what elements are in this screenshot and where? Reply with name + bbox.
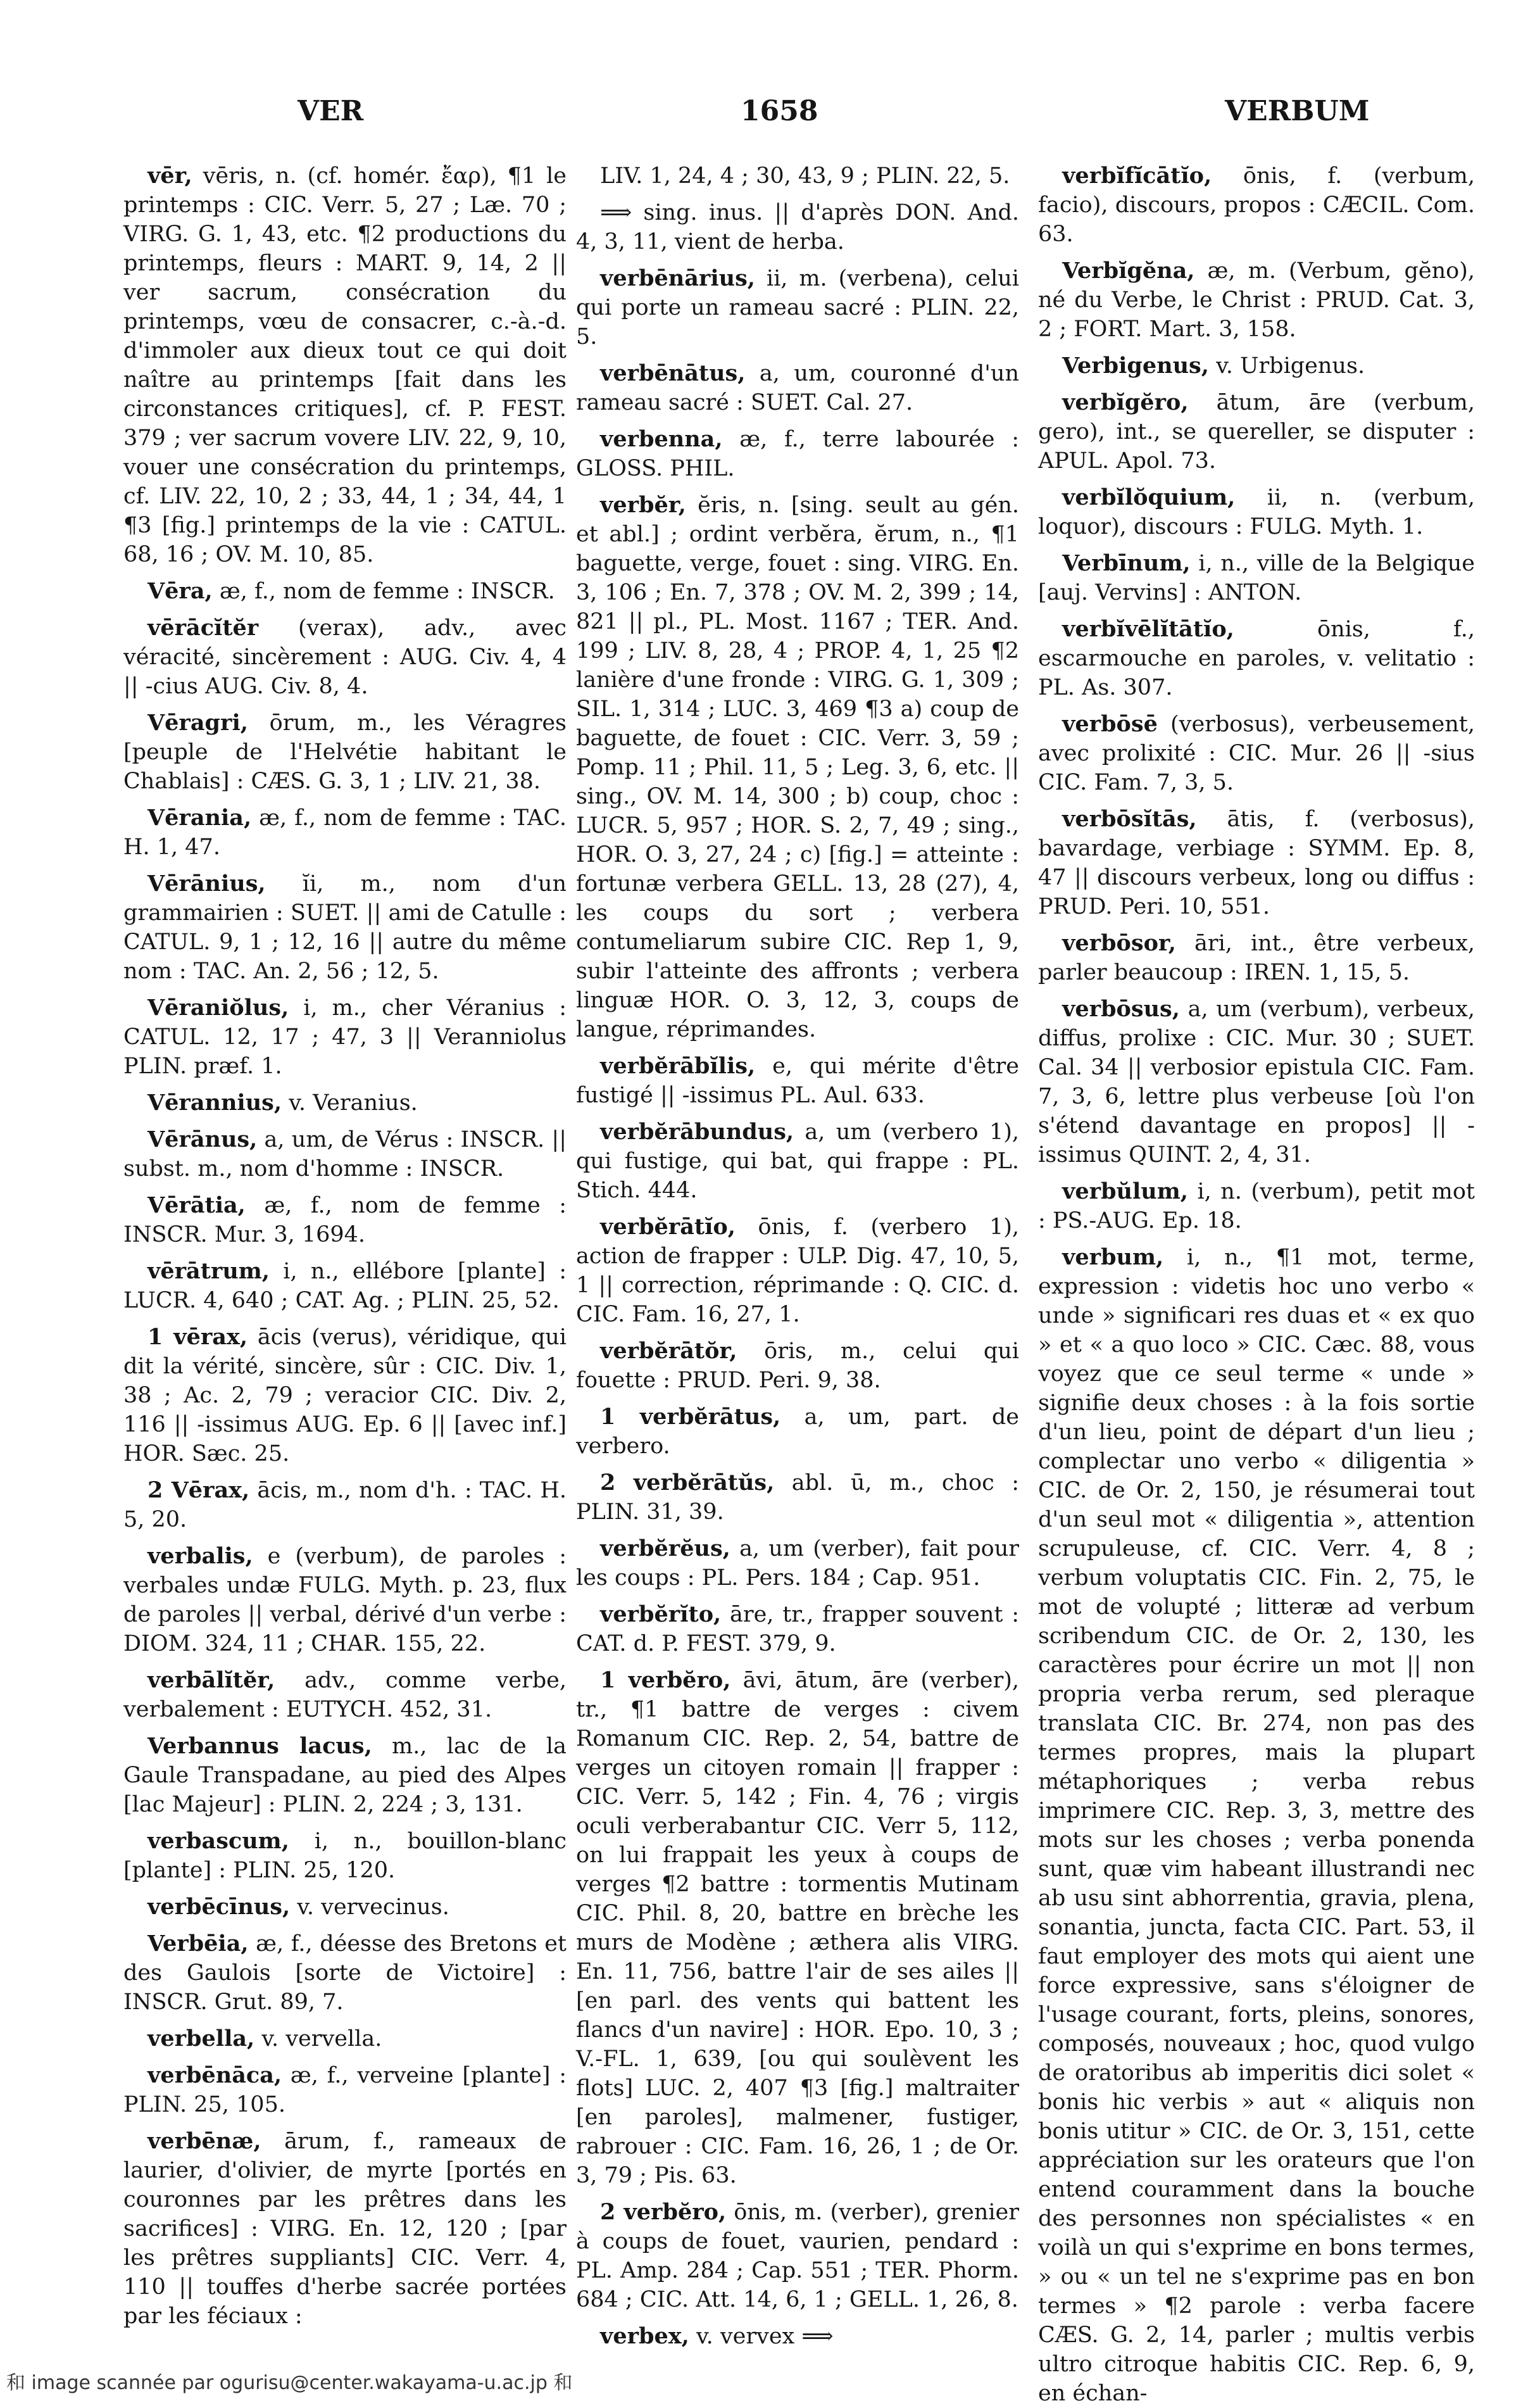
dictionary-entry [1038,995,1475,1169]
entry-definition: æ, f., nom de femme : TAC. H. 1, 47. [123,805,567,860]
dictionary-entry [123,1125,567,1183]
dictionary-entry [576,1403,1019,1461]
dictionary-entry [576,359,1019,417]
dictionary-entry [123,1191,567,1249]
dictionary-entry [1038,256,1475,344]
entry-definition: ātis, f. (verbosus), bavardage, verbiage : SYMM. Ep. 8, 47 || discours verbeux, long ou diffus : PRUD. Peri. 10, 551. [1038,807,1475,919]
entry-headword: verbēcīnus, [147,1894,291,1920]
entry-headword: verbēnārius, [600,265,755,291]
entry-definition: i, n., ellébore [plante] : LUCR. 4, 640 ; CAT. Ag. ; PLIN. 25, 52. [123,1259,567,1313]
entry-definition: ōrum, m., les Véragres [peuple de l'Helvétie habitant le Chablais] : CÆS. G. 3, 1 ; LIV. 21, 38. [123,710,567,794]
dictionary-entry [1038,161,1475,249]
entry-definition: v. vervecinus. [290,1894,449,1920]
entry-headword: Vēra, [147,578,213,604]
entry-headword: verbĭlŏquium, [1062,484,1236,510]
entry-headword: verbōsus, [1062,996,1180,1022]
dictionary-entry [576,1600,1019,1658]
entry-definition: ōnis, m. (verber), grenier à coups de fouet, vaurien, pendard : PL. Amp. 284 ; Cap. 551 ; TER. Phorm. 684 ; CIC. Att. 14, 6, 1 ; GELL. 1, 26, 8. [576,2200,1019,2312]
page-header [0,95,1535,139]
entry-definition: i, n., ¶1 mot, terme, expression : videtis hoc uno verbo « unde » significari res duas et « ex quo » et « a quo loco » CIC. Cæc. 88, vous voyez que ce seul terme « unde » signifie deux choses : à la fois sortie d'un lieu, point de départ d'un lieu ; complectar uno verbo « diligentia » CIC. de Or. 2, 150, je résumerai tout d'un seul mot « diligentia », attention scrupuleuse, cf. CIC. Verr. 4, 8 ; verbum voluptatis CIC. Fin. 2, 75, le mot de volupté ; litteræ ad verbum scribendum CIC. de Or. 2, 130, les caractères pour écrire un mot || non propria verba rerum, sed pleraque translata CIC. Br. 274, non pas des termes propres, mais la plupart métaphoriques ; verba rebus imprimere CIC. Rep. 3, 3, mettre des mots sur les choses ; verba ponenda sunt, quæ vim habeant illustrandi nec ab usu sint abhorrentia, gravia, plena, sonantia, juncta, facta CIC. Part. 53, il faut employer des mots qui aient une force expressive, sans s'éloigner de l'usage courant, forts, pleins, sonores, composés, nouveaux ; hoc, quod vulgo de oratoribus ab imperitis dici solet « bonis hic verbis » aut « aliquis non bonis utitur » CIC. de Or. 3, 151, cette appréciation sur les orateurs que l'on entend couramment dans la bouche des personnes non spécialistes « en voilà un qui s'exprime en bons termes, » ou « un tel ne s'exprime pas en bon termes » ¶2 parole : verba facere CÆS. G. 2, 14, parler ; multis verbis ultro citroque habitis CIC. Rep. 6, 9, en échan- [1038,1245,1475,2406]
entry-definition: ācis, m., nom d'h. : TAC. H. 5, 20. [123,1478,567,1532]
entry-headword: verbālĭtĕr, [147,1667,275,1693]
entry-definition: e (verbum), de paroles : verbales undæ FULG. Myth. p. 23, flux de paroles || verbal, dérivé d'un verbe : DIOM. 324, 11 ; CHAR. 155, 22. [123,1544,567,1656]
page-number: 1658 [741,95,818,127]
entry-headword: verbĕrĕus, [600,1535,730,1561]
entry-headword: Vērānius, [147,871,266,897]
entry-definition: a, um, couronné d'un rameau sacré : SUET. Cal. 27. [576,361,1019,415]
entry-headword: verbĕrātŏr, [600,1338,737,1364]
dictionary-entry [576,1468,1019,1527]
entry-headword: verbĕrĭto, [600,1601,722,1627]
entry-headword: verbella, [147,2026,255,2052]
entry-headword: 1 verbĕrātus, [600,1404,781,1430]
dictionary-entry [123,1088,567,1118]
dictionary-entry [123,577,567,606]
entry-definition: ōnis, f. (verbum, facio), discours, propos : CÆCIL. Com. 63. [1038,163,1475,247]
dictionary-entry [576,198,1019,256]
entry-definition: v. vervella. [254,2026,382,2052]
entry-headword: verbĕrātĭo, [600,1214,736,1240]
entry-definition: LIV. 1, 24, 4 ; 30, 43, 9 ; PLIN. 22, 5. [600,163,1010,189]
entry-definition: æ, f., nom de femme : INSCR. [212,579,555,604]
column-3 [1038,161,1475,2406]
entry-headword: verbēnātus, [600,360,746,386]
entry-headword: Verbannus lacus, [147,1733,372,1759]
entry-headword: verbōsĭtās, [1062,806,1197,832]
dictionary-entry [1038,615,1475,702]
dictionary-entry [123,2061,567,2119]
entry-definition: ātum, āre (verbum, gero), int., se quereller, se disputer : APUL. Apol. 73. [1038,390,1475,474]
dictionary-entry [1038,1177,1475,1235]
dictionary-entry [123,1827,567,1885]
dictionary-entry [123,709,567,796]
dictionary-entry [123,1542,567,1658]
entry-definition: e, qui mérite d'être fustigé || -issimus PL. Aul. 633. [576,1054,1019,1108]
scan-credit-footer: 和 image scannée par ogurisu@center.wakayama-u.ac.jp 和 [6,2372,573,2394]
dictionary-entry [123,993,567,1081]
dictionary-entry [576,1666,1019,2190]
column-1 [123,161,567,2340]
dictionary-entry [1038,805,1475,921]
entry-definition: v. vervex ⟹ [689,2324,834,2349]
entry-headword: verbĭgĕro, [1062,389,1189,415]
entry-headword: 2 verbĕro, [600,2199,727,2225]
dictionary-entry [1038,929,1475,987]
entry-headword: verbēnāca, [147,2062,282,2088]
dictionary-entry [123,869,567,986]
entry-headword: Vērātia, [147,1192,246,1218]
entry-headword: verbēnæ, [147,2128,261,2154]
entry-definition: i, n., ville de la Belgique [auj. Vervins] : ANTON. [1038,551,1475,605]
entry-definition: v. Veranius. [282,1090,418,1116]
entry-definition: adv., comme verbe, verbalement : EUTYCH. 452, 31. [123,1668,567,1722]
dictionary-entry [576,161,1019,191]
dictionary-entry [576,1052,1019,1110]
entry-definition: i, n. (verbum), petit mot : PS.-AUG. Ep. 18. [1038,1179,1475,1233]
entry-definition: āri, int., être verbeux, parler beaucoup : IREN. 1, 15, 5. [1038,931,1475,985]
entry-headword: Vērania, [147,805,252,831]
dictionary-entry [1038,1243,1475,2408]
entry-definition: abl. ū, m., choc : PLIN. 31, 39. [576,1470,1019,1525]
entry-headword: Verbĭgĕna, [1062,258,1195,284]
dictionary-entry [576,1534,1019,1592]
column-2 [576,161,1019,2349]
entry-headword: verbex, [600,2323,689,2349]
entry-headword: Verbēia, [147,1931,249,1957]
entry-definition: ācis (verus), véridique, qui dit la vérité, sincère, sûr : CIC. Div. 1, 38 ; Ac. 2, 79 ; veracior CIC. Div. 2, 116 || -issimus AUG. Ep. 6 || [avec inf.] HOR. Sæc. 25. [123,1325,567,1466]
dictionary-entry [123,614,567,701]
dictionary-entry [1038,388,1475,476]
dictionary-entry [123,1732,567,1819]
entry-definition: æ, f., déesse des Bretons et des Gaulois [sorte de Victoire] : INSCR. Grut. 89, 7. [123,1931,567,2015]
entry-definition: āre, tr., frapper souvent : CAT. d. P. FEST. 379, 9. [576,1602,1019,1656]
dictionary-entry [1038,549,1475,607]
entry-headword: verbĕrābundus, [600,1119,794,1145]
entry-definition: æ, f., terre labourée : GLOSS. PHIL. [576,427,1019,481]
entry-definition: æ, f., nom de femme : INSCR. Mur. 3, 1694. [123,1193,567,1247]
entry-headword: verbŭlum, [1062,1178,1188,1204]
entry-headword: verbĕr, [600,492,686,518]
dictionary-entry [576,2198,1019,2314]
entry-definition: vēris, n. (cf. homér. ἔαρ), ¶1 le printemps : CIC. Verr. 5, 27 ; Læ. 70 ; VIRG. G. 1, 43, etc. ¶2 productions du printemps, fleurs : MART. 9, 14, 2 || ver sacrum, consécration du printemps, vœu de consacrer, c.-à.-d. d'immoler aux dieux tout ce qui doit naître au printemps [fait dans les circonstances critiques], cf. P. FEST. 379 ; ver sacrum vovere LIV. 22, 9, 10, vouer une consécration du printemps, cf. LIV. 22, 10, 2 ; 33, 44, 1 ; 34, 44, 1 ¶3 [fig.] printemps de la vie : CATUL. 68, 16 ; OV. M. 10, 85. [123,163,567,567]
entry-headword: vēr, [147,163,192,189]
dictionary-entry [576,491,1019,1044]
entry-definition: ĭi, m., nom d'un grammairien : SUET. || ami de Catulle : CATUL. 9, 1 ; 12, 16 || autre du même nom : TAC. An. 2, 56 ; 12, 5. [123,871,567,984]
entry-definition: a, um, de Vérus : INSCR. || subst. m., nom d'homme : INSCR. [123,1127,567,1182]
entry-definition: a, um (verbum), verbeux, diffus, prolixe : CIC. Mur. 30 ; SUET. Cal. 34 || verbosior epistula CIC. Fam. 7, 3, 6, lettre plus verbeuse [où l'on s'étend davantage en propos] || -issimus QUINT. 2, 4, 31. [1038,997,1475,1168]
entry-headword: verbĭfĭcātĭo, [1062,163,1212,189]
entry-definition: ĕris, n. [sing. seult au gén. et abl.] ; ordint verbĕra, ĕrum, n., ¶1 baguette, verge, fouet : sing. VIRG. En. 3, 106 ; En. 7, 378 ; OV. M. 2, 399 ; 14, 821 || pl., PL. Most. 1167 ; TER. And. 199 ; LIV. 8, 28, 4 ; PROP. 4, 1, 25 ¶2 lanière d'une fronde : VIRG. G. 1, 309 ; SIL. 1, 314 ; LUC. 3, 469 ¶3 a) coup de baguette, de fouet : CIC. Verr. 3, 59 ; Pomp. 11 ; Phil. 11, 5 ; Leg. 3, 6, etc. || sing., OV. M. 14, 300 ; b) coup, choc : LUCR. 5, 957 ; HOR. S. 2, 7, 49 ; sing., HOR. O. 3, 27, 24 ; c) [fig.] = atteinte : fortunæ verbera GELL. 13, 28 (27), 4, les coups du sort ; verbera contumeliarum subire CIC. Rep 1, 9, subir l'atteinte des affronts ; verbera linguæ HOR. O. 3, 12, 3, coups de langue, réprimandes. [576,493,1019,1042]
dictionary-entry [123,804,567,862]
dictionary-entry [576,264,1019,351]
entry-definition: i, m., cher Véranius : CATUL. 12, 17 ; 47, 3 || Veranniolus PLIN. præf. 1. [123,995,567,1079]
entry-headword: 2 verbĕrātŭs, [600,1470,775,1496]
entry-definition: v. Urbigenus. [1208,353,1365,379]
dictionary-entry [123,2127,567,2331]
dictionary-entry [123,1666,567,1724]
entry-headword: verbascum, [147,1828,289,1854]
entry-definition: a, um (verbero 1), qui fustige, qui bat, qui frappe : PL. Stich. 444. [576,1119,1019,1203]
dictionary-entry [1038,483,1475,541]
entry-headword: Vēragri, [147,710,248,736]
dictionary-entry [576,2322,1019,2351]
entry-headword: verbum, [1062,1244,1164,1270]
entry-headword: Verbīnum, [1062,550,1191,576]
dictionary-entry [576,425,1019,483]
entry-definition: a, um, part. de verbero. [576,1404,1019,1459]
dictionary-entry [123,1929,567,2017]
entry-headword: Verbigenus, [1062,353,1209,379]
entry-definition: ōnis, f., escarmouche en paroles, v. velitatio : PL. As. 307. [1038,617,1475,700]
entry-headword: verbĕrābĭlis, [600,1053,756,1079]
entry-headword: 1 vērax, [147,1324,248,1350]
dictionary-entry [1038,710,1475,797]
entry-definition: ōnis, f. (verbero 1), action de frapper : ULP. Dig. 47, 10, 5, 1 || correction, réprimande : Q. CIC. d. CIC. Fam. 16, 27, 1. [576,1214,1019,1327]
entry-headword: verbōsor, [1062,930,1176,956]
dictionary-entry [576,1337,1019,1395]
entry-headword: verbĭvēlĭtātĭo, [1062,616,1234,642]
entry-headword: 1 verbĕro, [600,1667,731,1693]
entry-headword: vērācĭtĕr [147,615,259,641]
entry-definition: a, um (verber), fait pour les coups : PL. Pers. 184 ; Cap. 951. [576,1536,1019,1591]
entry-definition: ōris, m., celui qui fouette : PRUD. Peri. 9, 38. [576,1339,1019,1393]
entry-definition: ārum, f., rameaux de laurier, d'olivier, de myrte [portés en couronnes par les prêtres dans les sacrifices] : VIRG. En. 12, 120 ; [par les prêtres suppliants] CIC. Verr. 4, 110 || touffes d'herbe sacrée portées par les féciaux : [123,2129,567,2329]
entry-definition: ii, n. (verbum, loquor), discours : FULG. Myth. 1. [1038,485,1475,539]
header-left-guide-word: VER [298,95,364,127]
entry-definition: ii, m. (verbena), celui qui porte un rameau sacré : PLIN. 22, 5. [576,266,1019,350]
entry-definition: m., lac de la Gaule Transpadane, au pied des Alpes [lac Majeur] : PLIN. 2, 224 ; 3, 131. [123,1734,567,1817]
dictionary-entry [123,1893,567,1922]
entry-definition: (verbosus), verbeusement, avec prolixité : CIC. Mur. 26 || -sius CIC. Fam. 7, 3, 5. [1038,712,1475,795]
entry-headword: verbalis, [147,1543,253,1569]
dictionary-entry [1038,351,1475,381]
entry-definition: æ, f., verveine [plante] : PLIN. 25, 105. [123,2063,567,2117]
entry-headword: Vērannius, [147,1090,282,1116]
dictionary-entry [123,1476,567,1534]
dictionary-entry [576,1118,1019,1205]
entry-headword: Vērānus, [147,1126,258,1152]
dictionary-entry [123,2024,567,2053]
entry-headword: verbōsē [1062,711,1158,737]
entry-definition: āvi, ātum, āre (verber), tr., ¶1 battre de verges : civem Romanum CIC. Rep. 2, 54, battre de verges un citoyen romain || frapper : CIC. Verr. 5, 142 ; Fin. 4, 76 ; virgis oculi verberabantur CIC. Verr 5, 112, on lui frappait les yeux à coups de verges ¶2 battre : tormentis Mutinam CIC. Phil. 8, 20, battre en brèche les murs de Modène ; æthera alis VIRG. En. 11, 756, battre l'air de ses ailes || [en parl. des vents qui battent les flancs d'un navire] : HOR. Epo. 10, 3 ; V.-FL. 1, 639, [ou qui soulèvent les flots] LUC. 2, 407 ¶3 [fig.] maltraiter [en paroles], malmener, fustiger, rabrouer : CIC. Fam. 16, 26, 1 ; de Or. 3, 79 ; Pis. 63. [576,1668,1019,2188]
entry-definition: ⟹ sing. inus. || d'après DON. And. 4, 3, 11, vient de herba. [576,200,1019,255]
entry-definition: i, n., bouillon-blanc [plante] : PLIN. 25, 120. [123,1829,567,1883]
dictionary-entry [576,1213,1019,1329]
dictionary-entry [123,161,567,569]
entry-definition: (verax), adv., avec véracité, sincèrement : AUG. Civ. 4, 4 || -cius AUG. Civ. 8, 4. [123,615,567,699]
dictionary-entry [123,1323,567,1468]
entry-headword: vērātrum, [147,1258,270,1284]
entry-headword: 2 Vērax, [147,1477,250,1503]
entry-headword: verbenna, [600,426,723,452]
dictionary-entry [123,1257,567,1315]
entry-headword: Vēraniŏlus, [147,995,289,1021]
header-right-guide-word: VERBUM [1225,95,1370,127]
entry-definition: æ, m. (Verbum, gĕno), né du Verbe, le Christ : PRUD. Cat. 3, 2 ; FORT. Mart. 3, 158. [1038,258,1475,342]
